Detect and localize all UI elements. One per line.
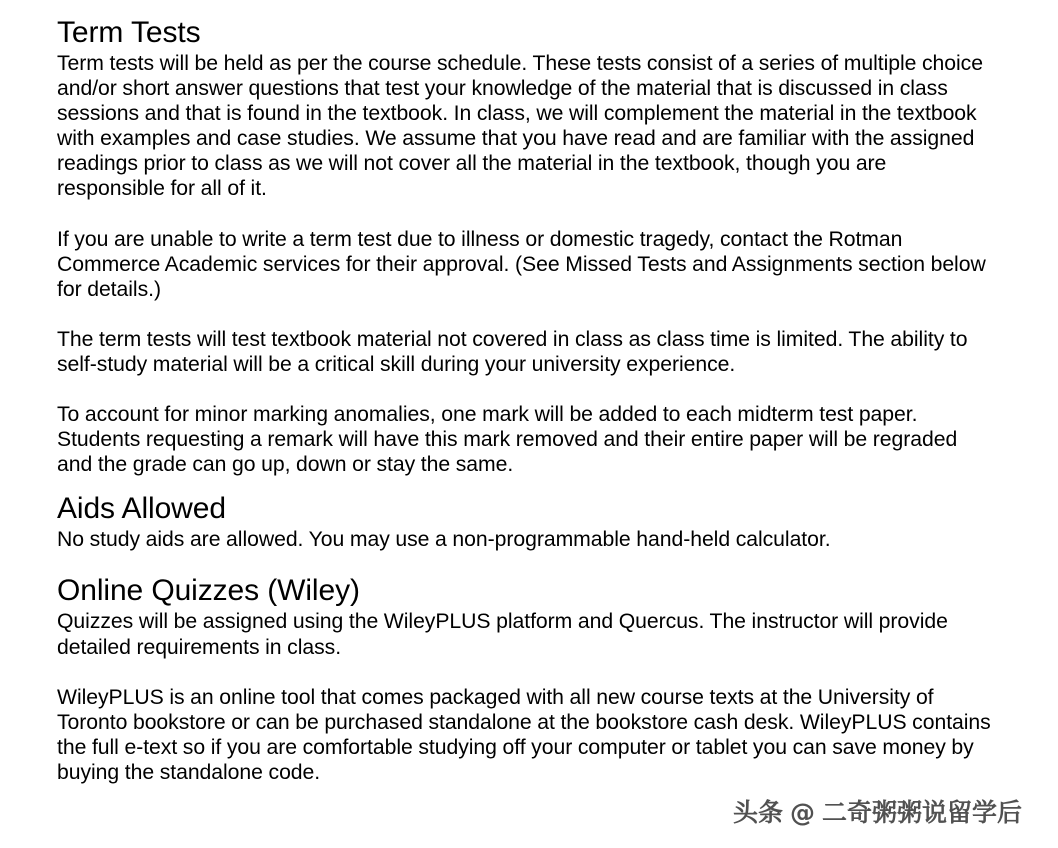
watermark-site-label: 头条 — [733, 798, 784, 827]
paragraph-gap — [57, 377, 993, 402]
heading-aids-allowed: Aids Allowed — [57, 492, 226, 526]
watermark-handle: 二奇粥粥说留学后 — [822, 798, 1023, 827]
section-aids-allowed — [57, 492, 993, 552]
paragraph: If you are unable to write a term test due to illness or domestic tragedy, contact the Rotman Commerce Academic services for their approval. (See Missed Tests and Assignments section below for details.) — [57, 227, 986, 301]
watermark — [733, 796, 1053, 830]
paragraph-gap — [57, 660, 993, 685]
paragraph-gap — [57, 202, 993, 227]
paragraph: Term tests will be held as per the course schedule. These tests consist of a series of multiple choice and/or short answer questions that test your knowledge of the material that is discussed in class sessions and that is found in the textbook. In class, we will complement the material in the textbook with examples and case studies. We assume that you have read and are familiar with the assigned readings prior to class as we will not cover all the material in the textbook, though you are responsible for all of it. — [57, 52, 983, 201]
paragraph-gap — [57, 302, 993, 327]
paragraph: No study aids are allowed. You may use a non-programmable hand-held calculator. — [57, 528, 831, 552]
section-online-quizzes — [57, 574, 993, 785]
watermark-at-icon: @ — [790, 798, 816, 827]
section-term-tests — [57, 16, 993, 477]
document-text-body — [57, 16, 993, 785]
paragraph: WileyPLUS is an online tool that comes packaged with all new course texts at the University of Toronto bookstore or can be purchased standalone at the bookstore cash desk. WileyPLUS contains the full e-text so if you are comfortable studying off your computer or tablet you can save money by buying the standalone code. — [57, 685, 991, 784]
paragraph: Quizzes will be assigned using the WileyPLUS platform and Quercus. The instructor will provide detailed requirements in class. — [57, 610, 948, 659]
heading-online-quizzes: Online Quizzes (Wiley) — [57, 574, 360, 608]
section-gap — [57, 477, 993, 492]
section-gap — [57, 552, 993, 574]
paragraph: The term tests will test textbook material not covered in class as class time is limited. The ability to self-study material will be a critical skill during your university experience. — [57, 327, 968, 376]
paragraph: To account for minor marking anomalies, one mark will be added to each midterm test paper. Students requesting a remark will have this mark removed and their entire paper will be regraded and the grade can go up, down or stay the same. — [57, 403, 958, 477]
heading-term-tests: Term Tests — [57, 16, 201, 49]
